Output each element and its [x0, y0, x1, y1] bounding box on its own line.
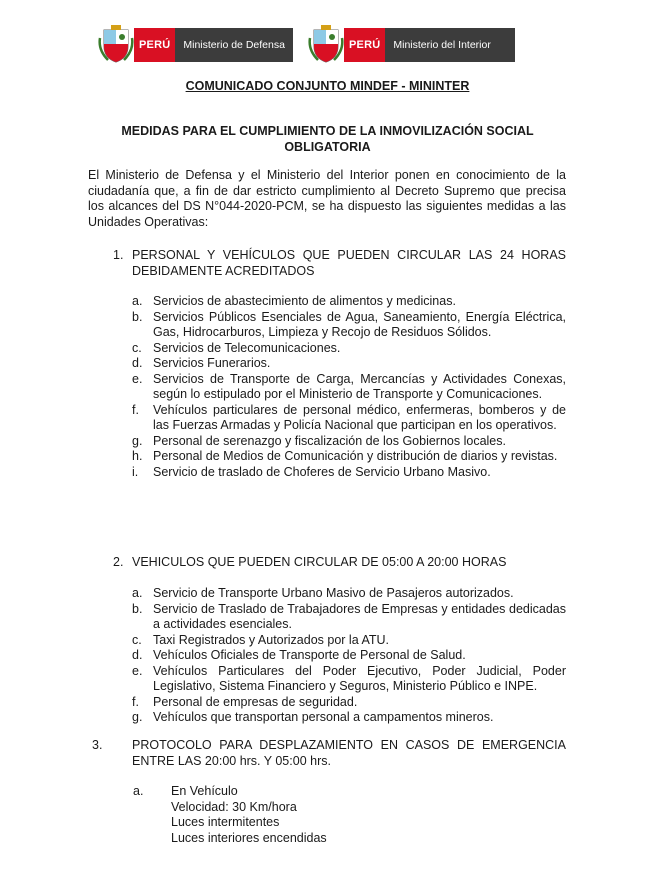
- item-letter: g.: [132, 433, 143, 448]
- section-number: 3.: [92, 738, 103, 752]
- item-text: Personal de Medios de Comunicación y distribución de diarios y revistas.: [153, 449, 558, 463]
- list-item: [132, 372, 566, 403]
- intro-paragraph: El Ministerio de Defensa y el Ministerio del Interior ponen en conocimiento de la ciudadanía que, a fin de dar estricto cumplimiento al Decreto Supremo que precisa los alcances del DS N°044-2020-PCM, se ha dispuesto las siguientes medidas a las Unidades Operativas:: [88, 168, 566, 230]
- item-text: Servicios Funerarios.: [153, 356, 271, 370]
- item-text: Personal de serenazgo y fiscalización de los Gobiernos locales.: [153, 433, 506, 448]
- item-text: Servicios de Transporte de Carga, Mercancías y Actividades Conexas, según lo estipulado por el Ministerio de Transporte y Comunicaciones.: [153, 371, 566, 401]
- list-item: [132, 648, 566, 664]
- item-letter: c.: [132, 632, 142, 647]
- list-item: [132, 341, 566, 357]
- item-letter: b.: [132, 601, 143, 616]
- list-item: [132, 310, 566, 341]
- list-item: [132, 664, 566, 695]
- item-letter: d.: [132, 648, 143, 662]
- protocol-line: Luces interiores encendidas: [171, 831, 327, 846]
- peru-label: PERÚ: [134, 28, 175, 62]
- item-letter: c.: [132, 340, 142, 355]
- list-item: [132, 695, 566, 711]
- item-letter: g.: [132, 710, 143, 724]
- list-item: [132, 403, 566, 434]
- item-letter: b.: [132, 309, 143, 324]
- logo-mindef: [98, 28, 293, 62]
- item-letter: e.: [132, 663, 143, 678]
- item-letter: a.: [132, 586, 143, 600]
- protocol-line: Luces intermitentes: [171, 815, 280, 830]
- section-number: 2.: [113, 555, 124, 569]
- list-item: [132, 449, 566, 465]
- item-text: Servicio de traslado de Choferes de Servicio Urbano Masivo.: [153, 464, 491, 479]
- logo-mininter: [308, 28, 515, 62]
- item-text: Vehículos que transportan personal a campamentos mineros.: [153, 710, 494, 724]
- section-heading-text: VEHICULOS QUE PUEDEN CIRCULAR DE 05:00 A 20:00 HORAS: [132, 555, 507, 569]
- peru-label: PERÚ: [344, 28, 385, 62]
- list-item: [132, 356, 566, 372]
- section-number: 1.: [113, 248, 124, 262]
- item-text: Vehículos Particulares del Poder Ejecutivo, Poder Judicial, Poder Legislativo, Sistema Financiero y Seguros, Ministerio Público e INPE.: [153, 663, 566, 693]
- protocol-line: Velocidad: 30 Km/hora: [171, 799, 297, 814]
- list-item: [132, 633, 566, 649]
- item-letter: i.: [132, 464, 139, 479]
- item-text: Servicios de abastecimiento de alimentos y medicinas.: [153, 294, 456, 308]
- protocol-line: En Vehículo: [171, 784, 238, 798]
- peru-coat-of-arms-icon: [98, 24, 134, 64]
- peru-coat-of-arms-icon: [308, 24, 344, 64]
- ministry-label: Ministerio del Interior: [385, 28, 515, 62]
- item-letter: e.: [132, 371, 143, 386]
- item-letter: f.: [132, 402, 139, 417]
- item-text: Servicio de Traslado de Trabajadores de Empresas y entidades dedicadas a actividades esenciales.: [153, 601, 566, 631]
- section-3-heading: [92, 738, 566, 769]
- item-text: Taxi Registrados y Autorizados por la ATU.: [153, 632, 389, 647]
- section-2-heading: [113, 555, 566, 571]
- list-item: [132, 434, 566, 450]
- list-item: [132, 710, 566, 726]
- section-1-list: [132, 294, 566, 480]
- list-item: [132, 465, 566, 481]
- list-item: [132, 586, 566, 602]
- list-item: [132, 602, 566, 633]
- section-1-heading: [113, 248, 566, 279]
- item-letter: f.: [132, 694, 139, 709]
- item-letter: h.: [132, 449, 143, 463]
- section-2-list: [132, 586, 566, 726]
- item-text: Servicios Públicos Esenciales de Agua, Saneamiento, Energía Eléctrica, Gas, Hidrocarburos, Limpieza y Recojo de Residuos Sólidos.: [153, 309, 566, 339]
- section-heading-text: PERSONAL Y VEHÍCULOS QUE PUEDEN CIRCULAR LAS 24 HORAS DEBIDAMENTE ACREDITADOS: [132, 248, 566, 278]
- item-letter: d.: [132, 356, 143, 370]
- item-text: Vehículos particulares de personal médico, enfermeras, bomberos y de las Fuerzas Armadas y Policía Nacional que participan en los operativos.: [153, 402, 566, 432]
- item-letter: a.: [132, 294, 143, 308]
- section-heading-text: PROTOCOLO PARA DESPLAZAMIENTO EN CASOS DE EMERGENCIA ENTRE LAS 20:00 hrs. Y 05:00 hrs.: [132, 738, 566, 768]
- item-text: Servicios de Telecomunicaciones.: [153, 340, 341, 355]
- document-title: COMUNICADO CONJUNTO MINDEF - MININTER: [185, 79, 470, 93]
- item-text: Vehículos Oficiales de Transporte de Personal de Salud.: [153, 648, 466, 662]
- item-letter: a.: [133, 784, 144, 798]
- item-text: Servicio de Transporte Urbano Masivo de Pasajeros autorizados.: [153, 586, 514, 600]
- document-subtitle: MEDIDAS PARA EL CUMPLIMIENTO DE LA INMOVILIZACIÓN SOCIAL OBLIGATORIA: [121, 124, 534, 154]
- list-item: [132, 294, 566, 310]
- item-text: Personal de empresas de seguridad.: [153, 694, 358, 709]
- ministry-label: Ministerio de Defensa: [175, 28, 293, 62]
